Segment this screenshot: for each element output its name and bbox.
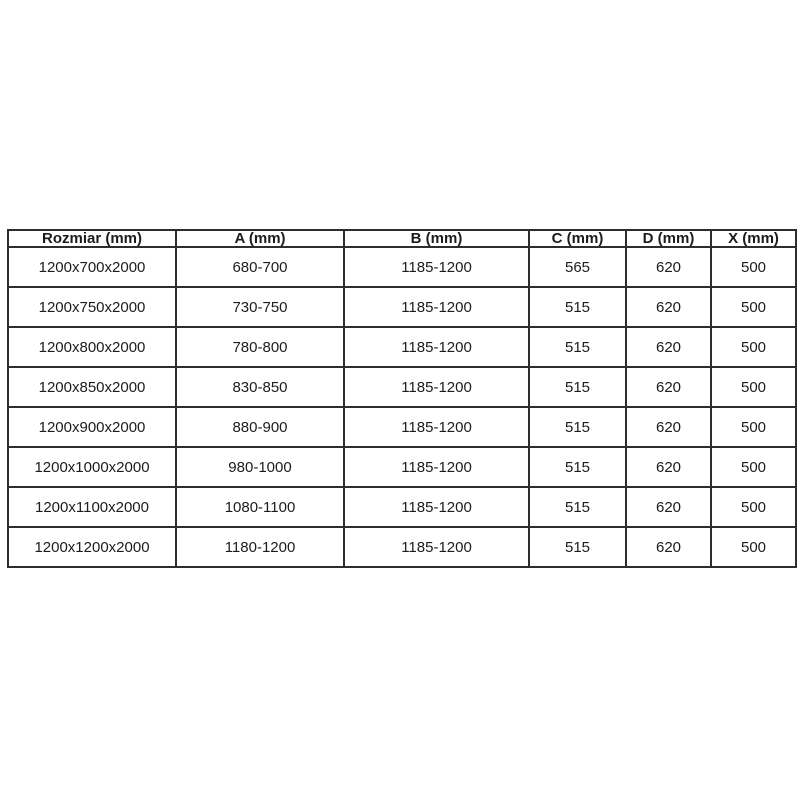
table-row [8,527,796,567]
table-cell: 515 [529,367,626,407]
table-cell: 980-1000 [176,447,344,487]
table-cell: 620 [626,247,711,287]
table-cell: 1185-1200 [344,367,529,407]
table-cell: 620 [626,367,711,407]
table-row [8,367,796,407]
table-cell: 500 [711,247,796,287]
table-cell: 1200x1100x2000 [8,487,176,527]
table-cell: 500 [711,327,796,367]
table-cell: 515 [529,287,626,327]
table-cell: 1200x850x2000 [8,367,176,407]
table-cell: 620 [626,527,711,567]
table-row [8,487,796,527]
table-cell: 1200x750x2000 [8,287,176,327]
table-cell: 620 [626,407,711,447]
table-cell: 1185-1200 [344,487,529,527]
table-cell: 1185-1200 [344,287,529,327]
table-row [8,447,796,487]
table-cell: 780-800 [176,327,344,367]
table-header [8,230,796,247]
table-cell: 500 [711,287,796,327]
table-cell: 515 [529,527,626,567]
table-cell: 1185-1200 [344,527,529,567]
table-body [8,247,796,567]
table-cell: 500 [711,407,796,447]
table-cell: 1185-1200 [344,247,529,287]
table-row [8,327,796,367]
table-cell: 1180-1200 [176,527,344,567]
column-header: X (mm) [711,230,796,247]
table-cell: 515 [529,407,626,447]
table-cell: 1185-1200 [344,447,529,487]
table-cell: 680-700 [176,247,344,287]
column-header: A (mm) [176,230,344,247]
table-cell: 730-750 [176,287,344,327]
table-cell: 830-850 [176,367,344,407]
table-cell: 565 [529,247,626,287]
table-cell: 500 [711,447,796,487]
table-cell: 515 [529,447,626,487]
table-cell: 1185-1200 [344,327,529,367]
table-cell: 620 [626,327,711,367]
table-cell: 500 [711,527,796,567]
table-cell: 1200x700x2000 [8,247,176,287]
table-row [8,287,796,327]
table-row [8,247,796,287]
table-cell: 1200x800x2000 [8,327,176,367]
column-header: C (mm) [529,230,626,247]
table-cell: 1200x1200x2000 [8,527,176,567]
table-cell: 500 [711,487,796,527]
column-header: D (mm) [626,230,711,247]
table-cell: 620 [626,487,711,527]
table-cell: 1185-1200 [344,407,529,447]
column-header: Rozmiar (mm) [8,230,176,247]
table-cell: 880-900 [176,407,344,447]
table-cell: 1200x1000x2000 [8,447,176,487]
column-header: B (mm) [344,230,529,247]
table-row [8,407,796,447]
table-cell: 1200x900x2000 [8,407,176,447]
table-cell: 1080-1100 [176,487,344,527]
header-row [8,230,796,247]
size-specification-table [7,229,797,568]
table-cell: 620 [626,287,711,327]
table-cell: 500 [711,367,796,407]
table-cell: 515 [529,487,626,527]
table-cell: 515 [529,327,626,367]
table-cell: 620 [626,447,711,487]
